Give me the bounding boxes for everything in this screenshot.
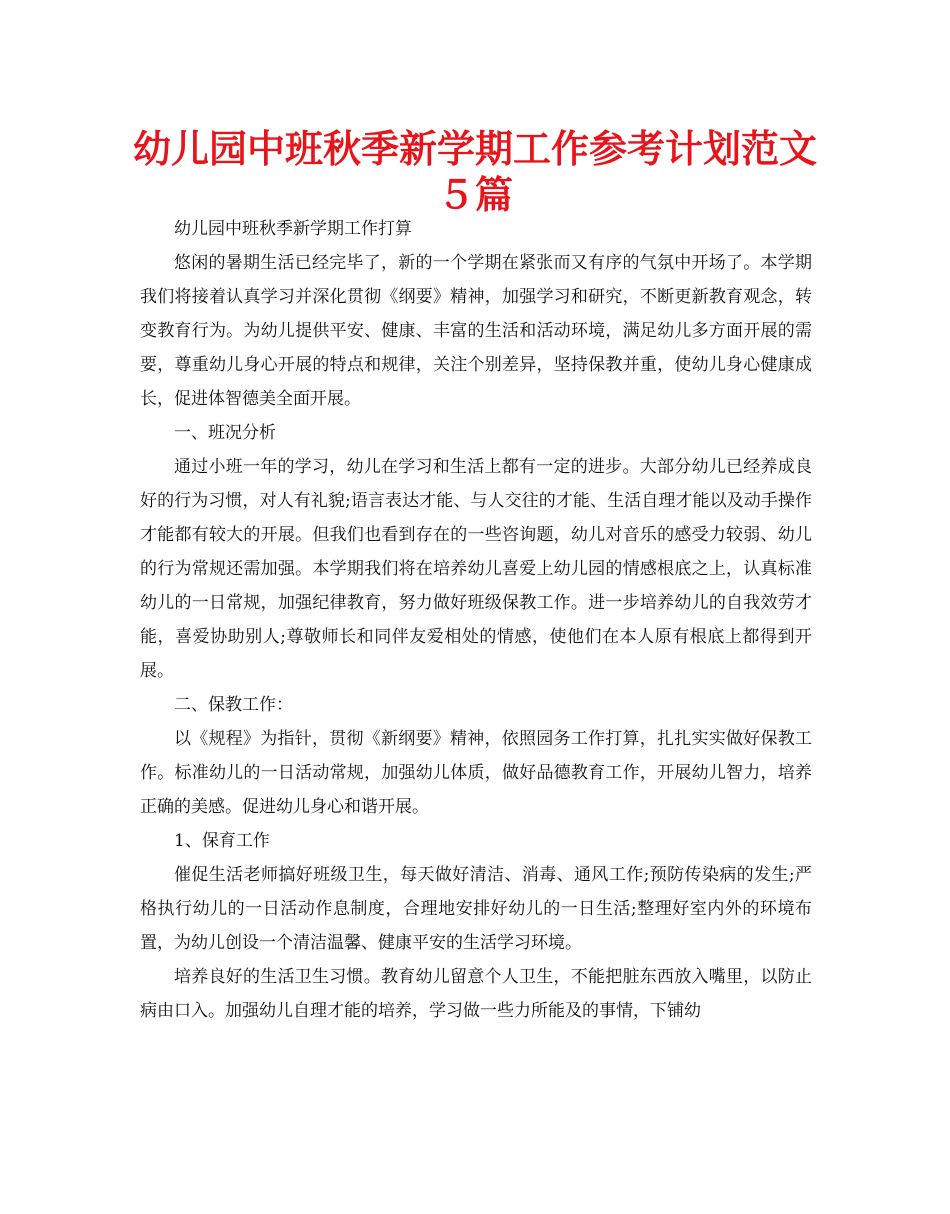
- paragraph-intro: 悠闲的暑期生活已经完毕了，新的一个学期在紧张而又有序的气氛中开场了。本学期我们将接着认真学习并深化贯彻《纲要》精神，加强学习和研究，不断更新教育观念，转变教育行为。为幼儿提供平安、健康、丰富的生活和活动环境，满足幼儿多方面开展的需要，尊重幼儿身心开展的特点和规律，关注个别差异，坚持保教并重，使幼儿身心健康成长，促进体智德美全面开展。: [140, 253, 812, 409]
- paragraph-subtitle: 幼儿园中班秋季新学期工作打算: [174, 219, 412, 239]
- heading-care-education: 二、保教工作：: [174, 695, 293, 715]
- heading-care-work: 1、保育工作: [174, 831, 270, 851]
- paragraph-class-analysis: 通过小班一年的学习，幼儿在学习和生活上都有一定的进步。大部分幼儿已经养成良好的行为习惯，对人有礼貌;语言表达才能、与人交往的才能、生活自理才能以及动手操作才能都有较大的开展。但我们也看到存在的一些咨询题，幼儿对音乐的感受力较弱、幼儿的行为常规还需加强。本学期我们将在培养幼儿喜爱上幼儿园的情感根底之上，认真标准幼儿的一日常规，加强纪律教育，努力做好班级保教工作。进一步培养幼儿的自我效劳才能，喜爱协助别人;尊敬师长和同伴友爱相处的情感，使他们在本人原有根底上都得到开展。: [140, 457, 812, 681]
- paragraph-hygiene-habits: 培养良好的生活卫生习惯。教育幼儿留意个人卫生，不能把脏东西放入嘴里，以防止病由口入。加强幼儿自理才能的培养，学习做一些力所能及的事情，下铺幼: [140, 967, 812, 1021]
- document-body: [140, 212, 812, 1028]
- paragraph-care-education: 以《规程》为指针，贯彻《新纲要》精神，依照园务工作打算，扎扎实实做好保教工作。标准幼儿的一日活动常规，加强幼儿体质，做好品德教育工作，开展幼儿智力，培养正确的美感。促进幼儿身心和谐开展。: [140, 729, 812, 817]
- document-title: 幼儿园中班秋季新学期工作参考计划范文５篇: [132, 127, 817, 217]
- paragraph-care-work: 催促生活老师搞好班级卫生，每天做好清洁、消毒、通风工作;预防传染病的发生;严格执行幼儿的一日活动作息制度，合理地安排好幼儿的一日生活;整理好室内外的环境布置，为幼儿创设一个清洁温馨、健康平安的生活学习环境。: [140, 865, 812, 953]
- heading-class-analysis: 一、班况分析: [174, 423, 276, 443]
